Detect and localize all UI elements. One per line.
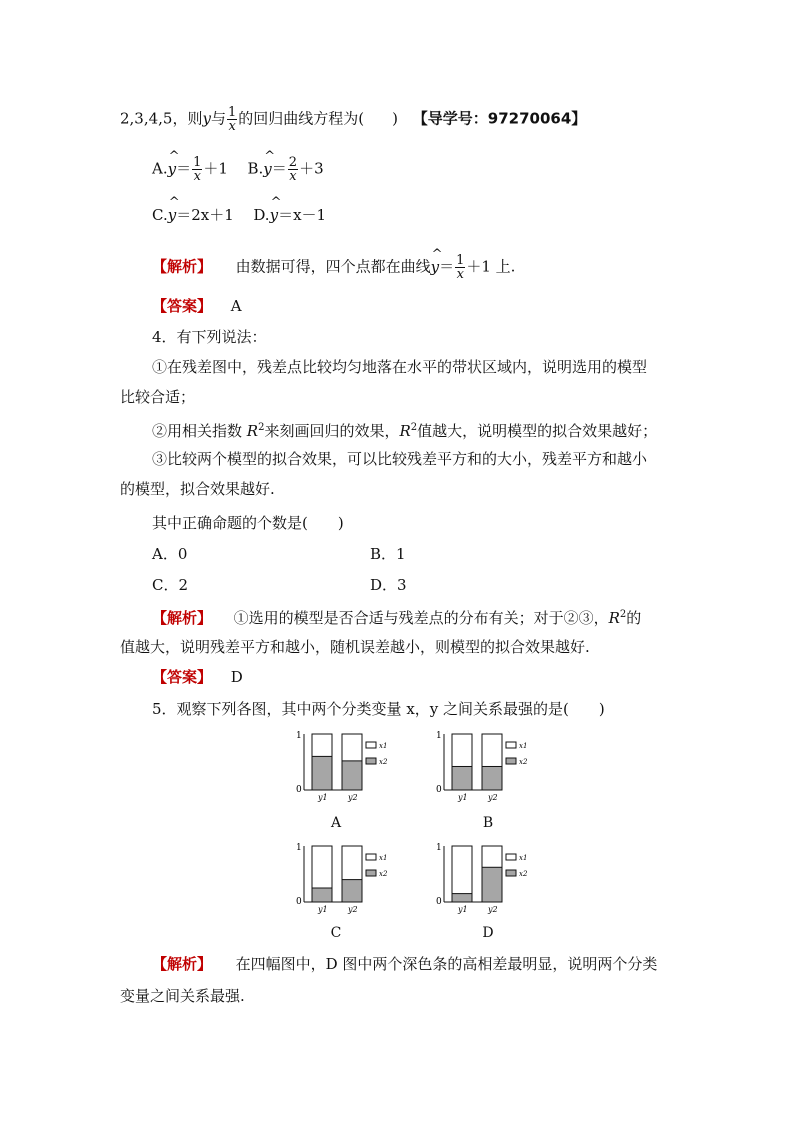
q5-analysis-2: 变量之间关系最强. <box>120 987 245 1005</box>
axis-top-label: 1 <box>436 843 442 853</box>
q3-analysis: 【解析】 由数据可得，四个点都在曲线^ y＝ $\frac{1}{x}$ ＋1 上. <box>152 254 515 281</box>
category-label-2: y2 <box>348 905 358 914</box>
axis-top-label: 1 <box>296 731 302 741</box>
q4-option-a: A．0 <box>152 545 188 563</box>
q3-answer: 【答案】 A <box>152 297 242 315</box>
chart-b-label: B <box>482 815 494 831</box>
axis-bottom-label: 0 <box>436 785 442 795</box>
q3-option-ab: A.^ y＝ $\frac{1}{x}$ ＋1 B.^ y＝ $\frac{2}{x}$ ＋3 <box>152 156 324 183</box>
bar-x2-2 <box>342 880 362 902</box>
chart-d-label: D <box>482 925 494 941</box>
legend-x2-label: x2 <box>519 758 528 766</box>
legend-x2-swatch <box>506 870 516 876</box>
q5-stem: 5．观察下列各图，其中两个分类变量 x，y 之间关系最强的是( ) <box>152 700 605 718</box>
axis-top-label: 1 <box>296 843 302 853</box>
legend-x2-swatch <box>366 870 376 876</box>
q4-statement-3a: ③比较两个模型的拟合效果，可以比较残差平方和的大小，残差平方和越小 <box>152 450 648 468</box>
chart-a-label: A <box>330 815 342 831</box>
legend-x2-swatch <box>366 758 376 764</box>
axis-bottom-label: 0 <box>436 897 442 907</box>
q3-stem-fraction: $\frac{1}{x}$ <box>227 105 237 134</box>
q4-analysis: 【解析】 ①选用的模型是否合适与残差点的分布有关；对于②③，$R^2$的 <box>152 609 642 627</box>
q4-statement-2: ②用相关指数 $R^2$来刻画回归的效果，$R^2$值越大，说明模型的拟合效果越好； <box>152 422 658 440</box>
chart-d <box>434 838 534 916</box>
bar-x2-2 <box>342 761 362 790</box>
axis-bottom-label: 0 <box>296 897 302 907</box>
q3-stem: 2,3,4,5，则y与 $\frac{1}{x}$ 的回归曲线方程为( ) 【导学号：97270064】 <box>120 105 587 134</box>
q4-statement-1a: ①在残差图中，残差点比较均匀地落在水平的带状区域内，说明选用的模型 <box>152 358 648 376</box>
legend-x2-swatch <box>506 758 516 764</box>
q5-analysis: 【解析】 在四幅图中，D 图中两个深色条的高相差最明显，说明两个分类 <box>152 955 658 973</box>
category-label-2: y2 <box>488 905 498 914</box>
q4-option-d: D．3 <box>370 576 407 594</box>
analysis-tag: 【解析】 <box>152 955 213 973</box>
legend-x1-label: x1 <box>519 854 528 862</box>
legend-x1-label: x1 <box>519 742 528 750</box>
q4-statement-1b: 比较合适； <box>120 388 196 406</box>
chart-c-label: C <box>330 925 342 941</box>
q4-option-b: B．1 <box>370 545 406 563</box>
answer-tag: 【答案】 <box>152 668 213 686</box>
category-label-1: y1 <box>318 793 328 802</box>
chart-b <box>434 726 534 804</box>
q4-answer: 【答案】 D <box>152 668 243 686</box>
category-label-2: y2 <box>348 793 358 802</box>
category-label-1: y1 <box>318 905 328 914</box>
q4-question: 其中正确命题的个数是( ) <box>152 514 344 532</box>
bar-x2-2 <box>482 867 502 902</box>
legend-x1-swatch <box>366 742 376 748</box>
category-label-1: y1 <box>458 905 468 914</box>
analysis-tag: 【解析】 <box>152 257 213 276</box>
q4-stem: 4．有下列说法： <box>152 328 267 346</box>
legend-x2-label: x2 <box>379 870 388 878</box>
bar-x2-2 <box>482 766 502 790</box>
chart-c <box>294 838 394 916</box>
legend-x2-label: x2 <box>379 758 388 766</box>
q4-statement-3b: 的模型，拟合效果越好. <box>120 480 275 498</box>
axis-bottom-label: 0 <box>296 785 302 795</box>
category-label-1: y1 <box>458 793 468 802</box>
legend-x1-swatch <box>506 854 516 860</box>
bar-x2-1 <box>312 888 332 902</box>
answer-tag: 【答案】 <box>152 297 213 315</box>
legend-x1-swatch <box>506 742 516 748</box>
analysis-tag: 【解析】 <box>152 609 213 627</box>
legend-x2-label: x2 <box>519 870 528 878</box>
legend-x1-label: x1 <box>379 854 388 862</box>
legend-x1-label: x1 <box>379 742 388 750</box>
q4-analysis-2: 值越大，说明残差平方和越小，随机误差越小，则模型的拟合效果越好. <box>120 638 590 656</box>
q3-option-cd: C.^ y＝2x＋1 D.^ y＝x－1 <box>152 205 326 225</box>
chart-a <box>294 726 394 804</box>
q4-option-c: C．2 <box>152 576 189 594</box>
bar-x2-1 <box>452 894 472 902</box>
legend-x1-swatch <box>366 854 376 860</box>
category-label-2: y2 <box>488 793 498 802</box>
bar-x2-1 <box>312 756 332 790</box>
axis-top-label: 1 <box>436 731 442 741</box>
bar-x2-1 <box>452 766 472 790</box>
